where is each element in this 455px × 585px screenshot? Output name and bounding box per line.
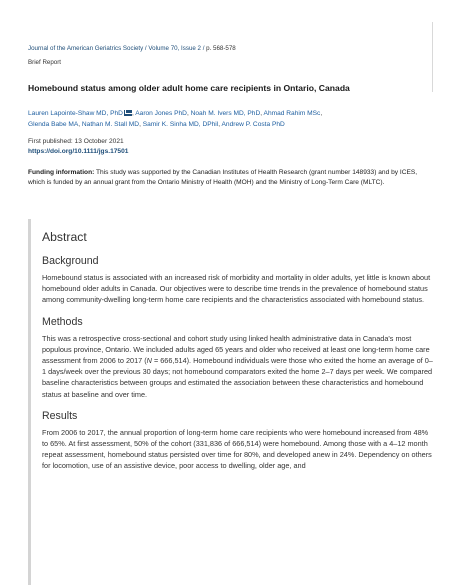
article-type: Brief Report [28, 59, 62, 66]
article-header [28, 44, 428, 67]
author-list: Lauren Lapointe-Shaw MD, PhD , Aaron Jones PhD, Noah M. Ivers MD, PhD, Ahmad Rahim MSc, Glenda Babe MA, Nathan M. Stall MD, Samir K. Sinha MD, DPhil, Andrew P. Costa PhD [28, 110, 323, 128]
journal-citation [28, 44, 428, 53]
mail-icon[interactable] [124, 110, 132, 116]
author-link[interactable]: Glenda Babe MA [28, 120, 79, 128]
author-link[interactable]: Nathan M. Stall MD [81, 120, 140, 128]
funding-text: This study was supported by the Canadian Institutes of Health Research (grant number 148933) and by ICES, which is funded by an annual grant from the Ontario Ministry of Health (MOH) and the Ministry of Long-Term Care (MLTC). [28, 169, 418, 186]
methods-text: This was a retrospective cross-sectional and cohort study using linked health administrative data in Canada's most populous province, Ontario. We included adults aged 65 years and older who received at least one long-term home care assessment from 2006 to 2017 (N = 666,514). Homebound individuals were those who exited the home an average of 0–1 days/week over the previous 30 days; not homebound comparators exited the home 2–7 days per week. We compared baseline characteristics between groups and estimated the association between these characteristics and homebound status at baseline and over time. [42, 333, 433, 399]
doi-link[interactable]: https://doi.org/10.1111/jgs.17501 [28, 148, 129, 155]
background-heading: Background [42, 255, 99, 267]
publication-meta [28, 137, 428, 157]
results-text: From 2006 to 2017, the annual proportion of long-term home care recipients who were homebound increased from 48% to 65%. At first assessment, 50% of the cohort (331,836 of 666,514) were homebound. Among those with a 4–12 month repeat assessment, homebound status persisted over time for 80%, and developed anew in 24%. Dependency on others for locomotion, use of an assistive device, poor access to dwelling, older age, and [42, 427, 432, 471]
n-italic: N [146, 356, 152, 366]
author-link[interactable]: Lauren Lapointe-Shaw MD, PhD [28, 110, 123, 117]
abstract-heading: Abstract [42, 230, 87, 244]
author-link[interactable]: Noah M. Ivers MD, PhD [190, 110, 261, 117]
article-title: Homebound status among older adult home care recipients in Ontario, Canada [28, 83, 350, 93]
results-heading: Results [42, 409, 78, 422]
author-link[interactable]: Aaron Jones PhD [135, 110, 187, 117]
journal-link[interactable]: Journal of the American Geriatrics Society / Volume 70, Issue 2 / [28, 45, 205, 52]
author-link[interactable]: Andrew P. Costa PhD [221, 120, 285, 128]
author-link[interactable]: Ahmad Rahim MSc [263, 110, 321, 117]
published-date: First published: 13 October 2021 [28, 138, 124, 145]
methods-heading: Methods [42, 315, 83, 328]
funding-info [28, 168, 430, 188]
funding-label: Funding information: [28, 169, 95, 176]
background-text: Homebound status is associated with an increased risk of morbidity and mortality in older adults, yet little is known about homebound older adults in Canada. Our objectives were to describe time trends in the prevalence of homebound status among community-dwelling long-term home care recipients and the characteristics associated with homebound status. [42, 273, 431, 305]
abstract-section [28, 219, 438, 585]
author-link[interactable]: Samir K. Sinha MD, DPhil [142, 120, 219, 128]
page-range: p. 568-578 [204, 45, 236, 52]
